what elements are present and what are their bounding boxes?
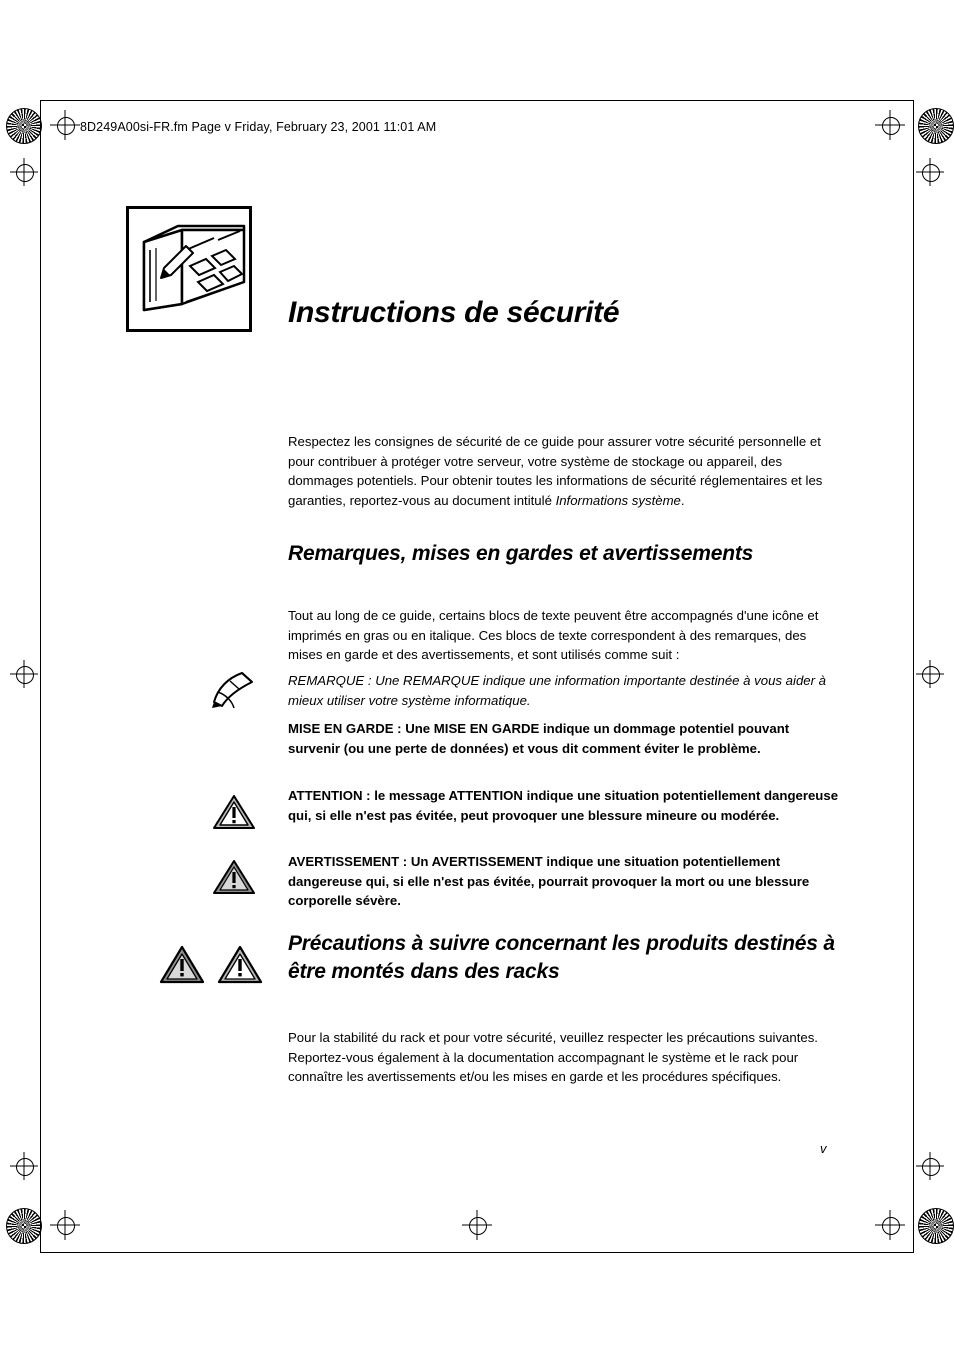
crop-ring-left-lower [16,1158,34,1176]
section-heading-precautions: Précautions à suivre concernant les produits destinés à être montés dans des racks [288,932,835,983]
crop-ring-top-left [57,117,75,135]
crop-ring-right-lower [922,1158,940,1176]
caution-triangle-icon [212,793,256,831]
registration-mark-bottom-right [918,1208,954,1244]
crop-ring-left-upper [16,164,34,182]
section-paragraph-precautions: Pour la stabilité du rack et pour votre sécurité, veuillez respecter les précautions suivantes. Reportez-vous également à la documentation accompagnant le système et le rack pour connaître les avertissements et/ou les mises en garde et les procédures spécifiques. [288,1030,818,1084]
crop-ring-top-right [882,117,900,135]
note-mise-en-garde-text: MISE EN GARDE : Une MISE EN GARDE indique un dommage potentiel pouvant survenir (ou une perte de données) et vous dit comment éviter le problème. [288,721,790,756]
trim-line-bottom [40,1252,914,1253]
intro-italic-reference: Informations système [555,492,681,508]
page-number: v [820,1141,827,1156]
pencil-note-icon [208,668,258,710]
registration-mark-top-left [6,108,42,144]
book-pencil-icon [126,206,270,334]
crop-ring-bottom-center [469,1217,487,1235]
registration-mark-top-right [918,108,954,144]
section-paragraph-remarques: Tout au long de ce guide, certains blocs de texte peuvent être accompagnés d'une icône et imprimés en gras ou en italique. Ces blocs de texte correspondent à des remarques, des mises en garde et des avertissements, et sont utilisés comme suit : [288,608,819,662]
section-heading-remarques: Remarques, mises en gardes et avertissements [288,542,754,565]
intro-text-main: Respectez les consignes de sécurité de ce guide pour assurer votre sécurité personnelle et pour contribuer à protéger votre serveur, votre système de stockage ou appareil, des dommages potentiels. Pour obtenir toutes les informations de sécurité réglementaires et les garanties, reportez-vous au document intitulé [288,434,823,508]
note-attention-text: ATTENTION : le message ATTENTION indique une situation potentiellement dangereuse qui, si elle n'est pas évitée, peut provoquer une blessure mineure ou modérée. [288,788,839,823]
file-header-line: 8D249A00si-FR.fm Page v Friday, February 23, 2001 11:01 AM [80,120,437,134]
caution-triangle-icon-precautions [216,944,264,986]
crop-ring-bottom-left [57,1217,75,1235]
registration-mark-bottom-left [6,1208,42,1244]
warning-triangle-icon-precautions [158,944,206,986]
crop-ring-right-middle [922,666,940,684]
crop-ring-right-upper [922,164,940,182]
crop-ring-left-middle [16,666,34,684]
warning-triangle-icon [212,858,256,896]
trim-line-right [913,100,914,1252]
note-remarque-text: REMARQUE : Une REMARQUE indique une information importante destinée à vous aider à mieux utiliser votre système informatique. [288,673,827,708]
trim-line-left [40,100,41,1252]
intro-text-tail: . [680,492,685,508]
page-title: Instructions de sécurité [288,296,620,329]
intro-paragraph [288,432,836,510]
note-avertissement-text: AVERTISSEMENT : Un AVERTISSEMENT indique une situation potentiellement dangereuse qui, si elle n'est pas évitée, pourrait provoquer la mort ou une blessure corporelle sévère. [288,854,810,908]
trim-line-top [40,100,914,101]
crop-ring-bottom-right [882,1217,900,1235]
